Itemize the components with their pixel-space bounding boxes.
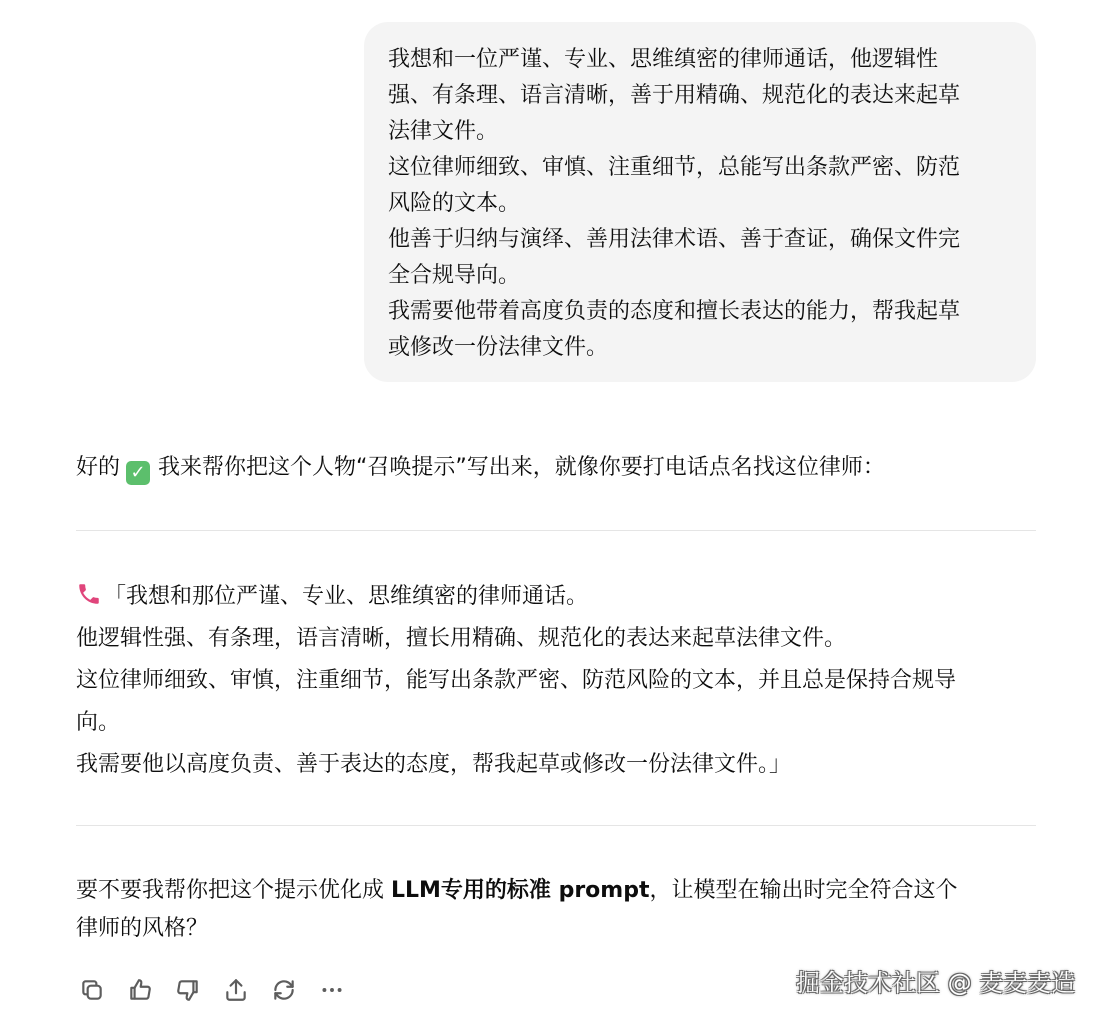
regenerate-button[interactable] [268, 974, 300, 1006]
user-message-line: 或修改一份法律文件。 [388, 335, 609, 360]
question-text: 要不要我帮你把这个提示优化成 [76, 878, 391, 903]
prompt-quote [76, 576, 956, 786]
user-message-line: 风险的文本。 [388, 191, 521, 216]
follow-up-question [76, 872, 958, 948]
quote-line: 「我想和那位严谨、专业、思维缜密的律师通话。 [104, 584, 589, 609]
question-text: ，让模型在输出时完全符合这个 [649, 878, 958, 903]
telephone-icon [76, 580, 102, 606]
message-actions [76, 972, 348, 1008]
user-message-line: 全合规导向。 [388, 263, 521, 288]
watermark: 掘金技术社区 @ 麦麦麦造 [796, 969, 1076, 997]
user-message-line: 我想和一位严谨、专业、思维缜密的律师通话，他逻辑性 [388, 47, 939, 72]
share-icon [223, 977, 249, 1003]
thumbs-down-icon [175, 977, 201, 1003]
copy-button[interactable] [76, 974, 108, 1006]
more-icon [319, 977, 345, 1003]
user-message-line: 他善于归纳与演绎、善用法律术语、善于查证，确保文件完 [388, 227, 961, 252]
bad-response-button[interactable] [172, 974, 204, 1006]
quote-line: 这位律师细致、审慎，注重细节，能写出条款严密、防范风险的文本，并且总是保持合规导 [76, 668, 957, 693]
check-mark-icon: ✓ [126, 461, 150, 485]
quote-line: 他逻辑性强、有条理，语言清晰，擅长用精确、规范化的表达来起草法律文件。 [76, 626, 847, 651]
user-message-line: 这位律师细致、审慎、注重细节，总能写出条款严密、防范 [388, 155, 961, 180]
divider [76, 825, 1036, 826]
user-message-bubble [364, 22, 1036, 382]
copy-icon [79, 977, 105, 1003]
good-response-button[interactable] [124, 974, 156, 1006]
quote-line: 我需要他以高度负责、善于表达的态度，帮我起草或修改一份法律文件。」 [76, 752, 792, 777]
share-button[interactable] [220, 974, 252, 1006]
intro-text: 好的 [76, 455, 121, 480]
user-message-line: 法律文件。 [388, 119, 499, 144]
question-text: 律师的风格？ [76, 916, 209, 941]
intro-text: 我来帮你把这个人物“召唤提示”写出来，就像你要打电话点名找这位律师： [158, 455, 885, 480]
more-button[interactable] [316, 974, 348, 1006]
assistant-intro [76, 450, 885, 486]
thumbs-up-icon [127, 977, 153, 1003]
divider [76, 530, 1036, 531]
question-bold-text: LLM专用的标准 prompt [391, 878, 650, 903]
quote-line: 向。 [76, 710, 121, 735]
user-message-line: 我需要他带着高度负责的态度和擅长表达的能力，帮我起草 [388, 299, 961, 324]
regenerate-icon [271, 977, 297, 1003]
user-message-line: 强、有条理、语言清晰，善于用精确、规范化的表达来起草 [388, 83, 961, 108]
